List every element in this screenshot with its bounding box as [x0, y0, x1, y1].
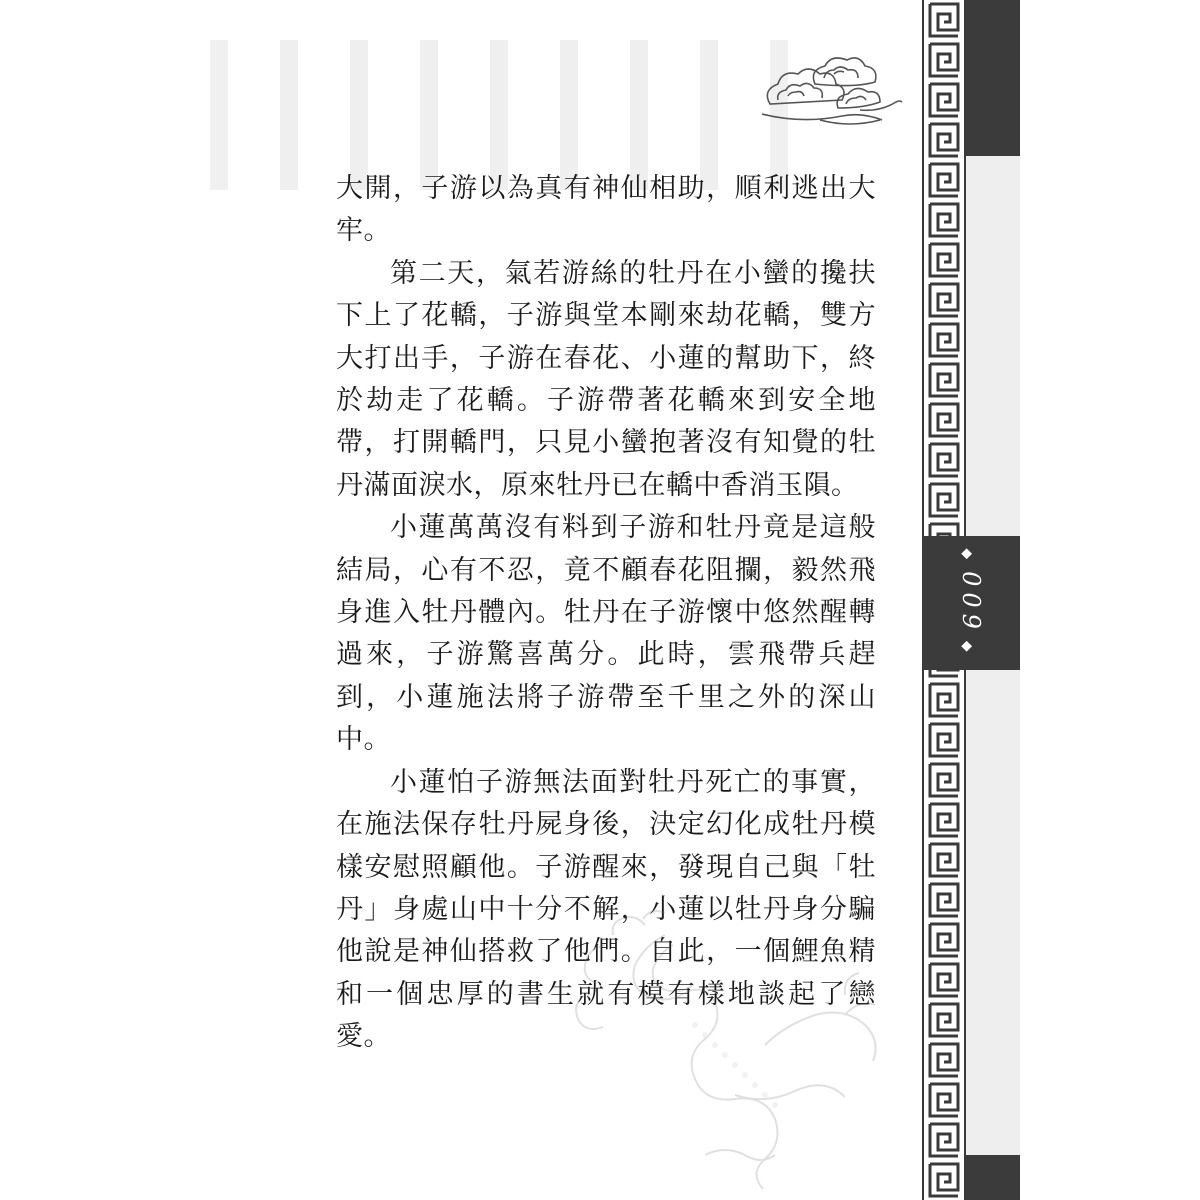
page-gutter	[1020, 0, 1200, 1200]
dragon-watermark	[545, 905, 905, 1195]
top-dark-tab	[966, 0, 1020, 156]
cloud-icon	[760, 44, 905, 134]
paragraph-2: 第二天，氣若游絲的牡丹在小蠻的攙扶下上了花轎，子游與堂本剛來劫花轎，雙方大打出手，子游在春花、小蓮的幫助下，終於劫走了花轎。子游帶著花轎來到安全地帶，打開轎門，只見小蠻抱著沒有知覺的牡丹滿面淚水，原來牡丹已在轎中香消玉隕。	[336, 257, 876, 501]
diamond-icon: ◆	[959, 548, 975, 566]
paragraph-4: 小蓮怕子游無法面對牡丹死亡的事實，在施法保存牡丹屍身後，決定幻化成牡丹模樣安慰照顧他。子游醒來，發現自己與「牡丹」身處山中十分不解，小蓮以牡丹身分騙他說是神仙搭救了他們。自此，一個鯉魚精和一個忠厚的書生就有模有樣地談起了戀愛。	[336, 766, 876, 1053]
diamond-icon: ◆	[959, 640, 975, 658]
paragraph-1: 大開，子游以為真有神仙相助，順利逃出大牢。	[336, 173, 876, 247]
page-number-value: 009	[957, 571, 985, 635]
lower-light-tab	[966, 670, 1020, 1155]
page-number	[957, 542, 985, 663]
paragraph-3: 小蓮萬萬沒有料到子游和牡丹竟是這般結局，心有不忍，竟不顧春花阻攔，毅然飛身進入牡丹體內。牡丹在子游懷中悠然醒轉過來，子游驚喜萬分。此時，雲飛帶兵趕到，小蓮施法將子游帶至千里之外的深山中。	[336, 512, 876, 756]
bottom-dark-tab	[966, 1155, 1020, 1200]
page-number-tab	[922, 536, 1020, 670]
upper-light-tab	[966, 156, 1020, 536]
